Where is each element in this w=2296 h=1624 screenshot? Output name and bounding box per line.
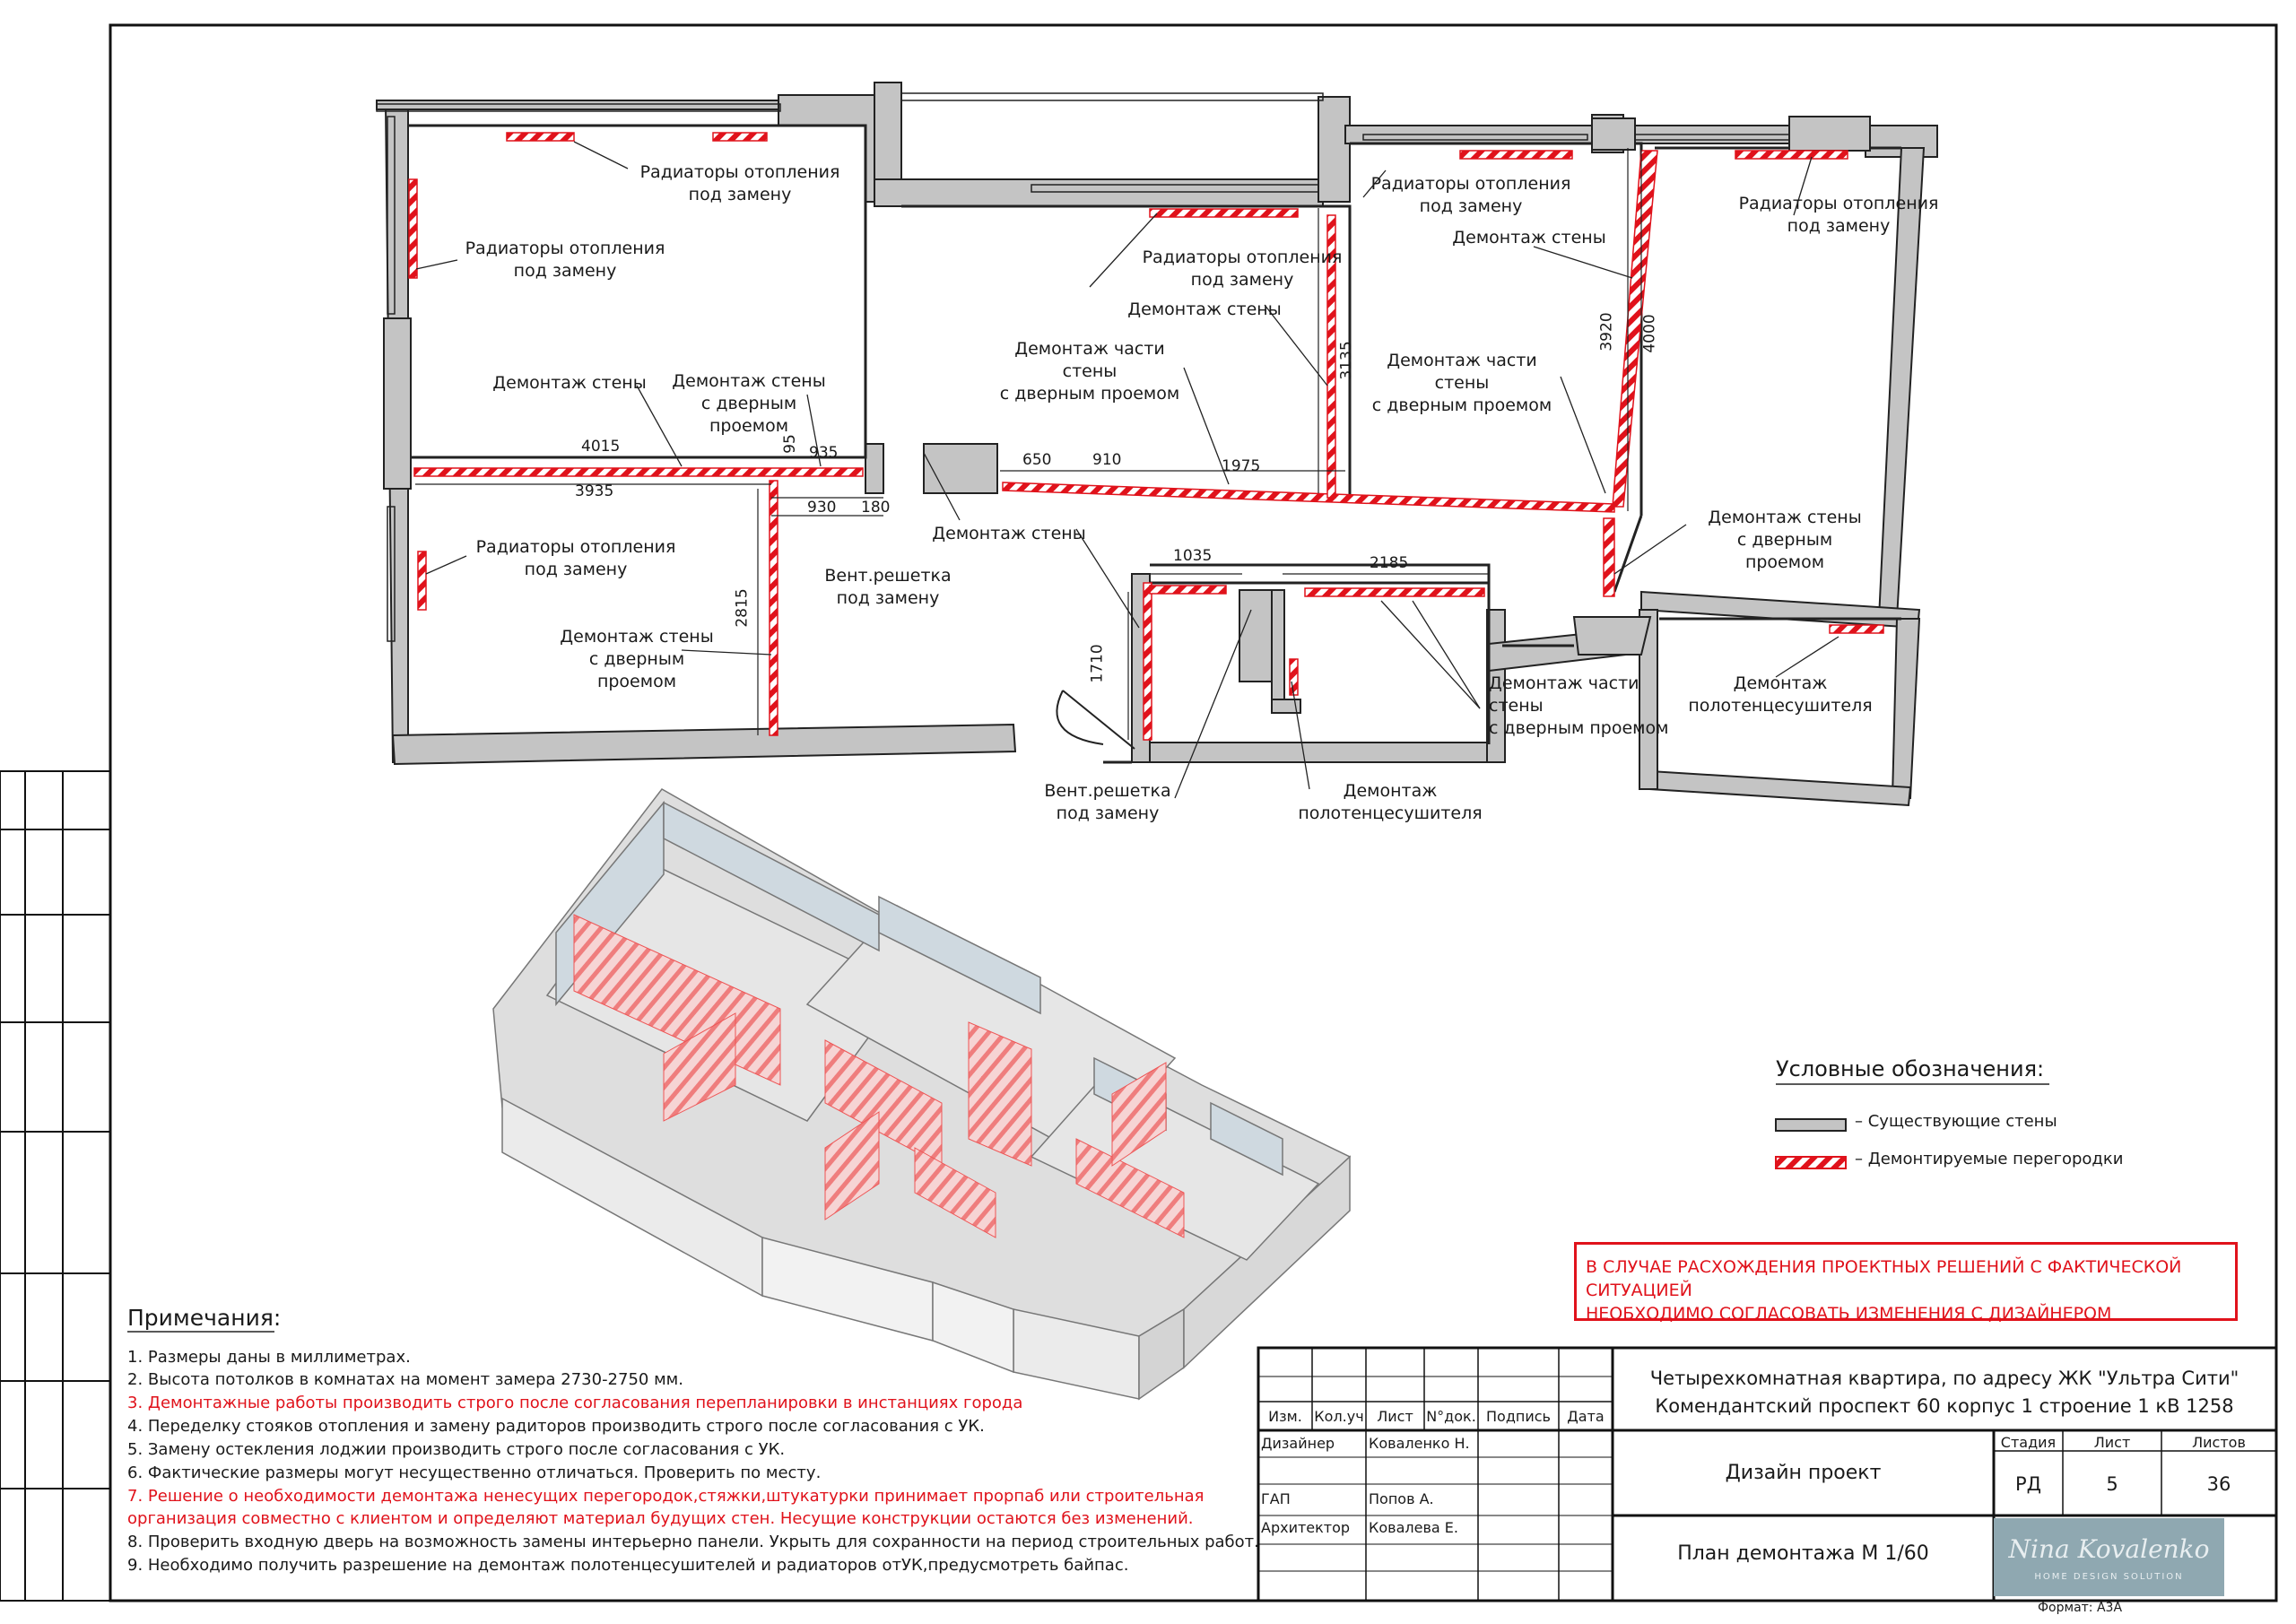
- tb-sheets-label: Листов: [2192, 1434, 2246, 1451]
- logo: [1994, 1518, 2224, 1596]
- label-demolish-part-center: Демонтаж части стены с дверным проемом: [999, 339, 1180, 404]
- dim-910: 910: [1092, 451, 1122, 469]
- note-8: 8. Проверить входную дверь на возможность замены интерьерно панели. Укрыть для сохранности на период строительных работ.: [127, 1533, 1259, 1551]
- label-radiators-left-wall: Радиаторы отопления под замену: [465, 239, 665, 281]
- tb-sheets: 36: [2206, 1473, 2231, 1495]
- note-5: 5. Замену остекления лоджии производить строго после согласования с УК.: [127, 1440, 786, 1459]
- dim-3920: 3920: [1597, 312, 1616, 352]
- logo-subtitle: HOME DESIGN SOLUTION: [2034, 1572, 2184, 1582]
- dim-935: 935: [809, 444, 839, 462]
- notes-title: Примечания:: [127, 1305, 282, 1331]
- label-demolish-wall-left: Демонтаж стены: [492, 373, 647, 393]
- tb-sheet-label: Лист: [2093, 1434, 2131, 1451]
- legend-removed-swatch: [1776, 1157, 1846, 1168]
- dim-930: 930: [807, 499, 837, 517]
- note-7: 7. Решение о необходимости демонтажа ненесущих перегородок,стяжки,штукатурки принимает прорпаб или строительная: [127, 1487, 1205, 1506]
- dim-4015: 4015: [581, 438, 621, 456]
- tb-design: Дизайн проект: [1725, 1462, 1882, 1484]
- label-radiators-right: Радиаторы отопления под замену: [1738, 194, 1939, 236]
- tb-stage-label: Стадия: [2000, 1434, 2057, 1451]
- label-radiators-center: Радиаторы отопления под замену: [1142, 248, 1343, 290]
- label-demolish-towel-2: Демонтаж полотенцесушителя: [1688, 673, 1873, 716]
- note-7-cont: организация совместно с клиентом и определяют материал будущих стен. Несущие конструкции остаются без изменений.: [127, 1509, 1194, 1528]
- tb-format: Формат: А3А: [2038, 1601, 2123, 1615]
- dim-1710: 1710: [1088, 644, 1107, 683]
- tb-role-gap: ГАП: [1261, 1490, 1291, 1507]
- tb-project-line-2: Комендантский проспект 60 корпус 1 строение 1 кВ 1258: [1655, 1395, 2234, 1417]
- label-radiators-right-mid: Радиаторы отопления под замену: [1370, 174, 1571, 216]
- label-demolish-wall-door-right: Демонтаж стены с дверным проемом: [1708, 508, 1862, 572]
- label-radiators-top-left: Радиаторы отопления под замену: [639, 162, 840, 204]
- dim-3935: 3935: [575, 482, 614, 500]
- tb-header-ndok: N°док.: [1426, 1408, 1476, 1425]
- dim-180: 180: [861, 499, 891, 517]
- note-3: 3. Демонтажные работы производить строго после согласования перепланировки в инстанциях города: [127, 1394, 1023, 1412]
- label-demolish-part-bath: Демонтаж части стены с дверным проемом: [1489, 673, 1669, 738]
- dim-2185: 2185: [1370, 554, 1409, 572]
- warning-line-2: НЕОБХОДИМО СОГЛАСОВАТЬ ИЗМЕНЕНИЯ С ДИЗАЙНЕРОМ: [1586, 1304, 2112, 1324]
- warning-box: [1574, 1242, 2238, 1324]
- tb-header-podpis: Подпись: [1486, 1408, 1551, 1425]
- tb-project-line-1: Четырехкомнатная квартира, по адресу ЖК "Ультра Сити": [1649, 1368, 2239, 1389]
- tb-name-designer: Коваленко Н.: [1369, 1435, 1470, 1452]
- logo-name: Nina Kovalenko: [2008, 1534, 2210, 1564]
- dim-2815: 2815: [733, 588, 752, 628]
- dim-4000: 4000: [1640, 314, 1659, 353]
- legend-existing-label: – Существующие стены: [1855, 1112, 2057, 1131]
- legend-removed-label: – Демонтируемые перегородки: [1855, 1150, 2124, 1168]
- label-demolish-wall-door-left: Демонтаж стены с дверным проемом: [672, 371, 826, 436]
- label-demolish-towel-1: Демонтаж полотенцесушителя: [1298, 781, 1483, 823]
- tb-header-list: Лист: [1377, 1408, 1413, 1425]
- label-demolish-wall-door-lower: Демонтаж стены с дверным проемом: [560, 627, 714, 691]
- label-radiators-lower-left: Радиаторы отопления под замену: [475, 537, 676, 579]
- tb-name-architect: Ковалева Е.: [1369, 1519, 1458, 1536]
- dim-3135: 3135: [1337, 341, 1356, 380]
- tb-header-izm: Изм.: [1268, 1408, 1302, 1425]
- note-2: 2. Высота потолков в комнатах на момент замера 2730-2750 мм.: [127, 1370, 683, 1389]
- label-vent-grille-2: Вент.решетка под замену: [1044, 781, 1171, 823]
- tb-header-data: Дата: [1567, 1408, 1605, 1425]
- tb-role-architect: Архитектор: [1261, 1519, 1351, 1536]
- note-9: 9. Необходимо получить разрешение на демонтаж полотенцесушителей и радиаторов отУК,предусмотреть байпас.: [127, 1556, 1129, 1575]
- warning-line-1: В СЛУЧАЕ РАСХОЖДЕНИЯ ПРОЕКТНЫХ РЕШЕНИЙ С ФАКТИЧЕСКОЙ СИТУАЦИЕЙ: [1586, 1257, 2182, 1300]
- label-demolish-wall-right-top: Демонтаж стены: [1452, 228, 1606, 248]
- label-demolish-wall-center: Демонтаж стены: [1127, 300, 1282, 319]
- tb-sheet: 5: [2106, 1473, 2118, 1495]
- label-demolish-part-right: Демонтаж части стены с дверным проемом: [1371, 351, 1552, 415]
- tb-name-gap: Попов А.: [1369, 1490, 1434, 1507]
- dim-95: 95: [780, 434, 799, 454]
- dim-1975: 1975: [1222, 457, 1261, 475]
- tb-stage: РД: [2014, 1473, 2042, 1495]
- tb-header-kol: Кол.уч: [1314, 1408, 1364, 1425]
- label-vent-grille-1: Вент.решетка под замену: [824, 566, 952, 608]
- dim-1035: 1035: [1173, 547, 1213, 565]
- tb-sheet-title: План демонтажа М 1/60: [1677, 1542, 1929, 1565]
- legend-existing-swatch: [1776, 1119, 1846, 1131]
- note-4: 4. Переделку стояков отопления и замену радиторов производить строго после согласования с УК.: [127, 1417, 985, 1436]
- tb-role-designer: Дизайнер: [1261, 1435, 1335, 1452]
- note-6: 6. Фактические размеры могут несущественно отличаться. Проверить по месту.: [127, 1463, 822, 1482]
- note-1: 1. Размеры даны в миллиметрах.: [127, 1348, 411, 1367]
- dim-650: 650: [1022, 451, 1052, 469]
- label-demolish-wall-mid: Демонтаж стены: [932, 524, 1086, 543]
- legend-title: Условные обозначения:: [1776, 1056, 2045, 1081]
- side-stamp: [0, 771, 110, 1601]
